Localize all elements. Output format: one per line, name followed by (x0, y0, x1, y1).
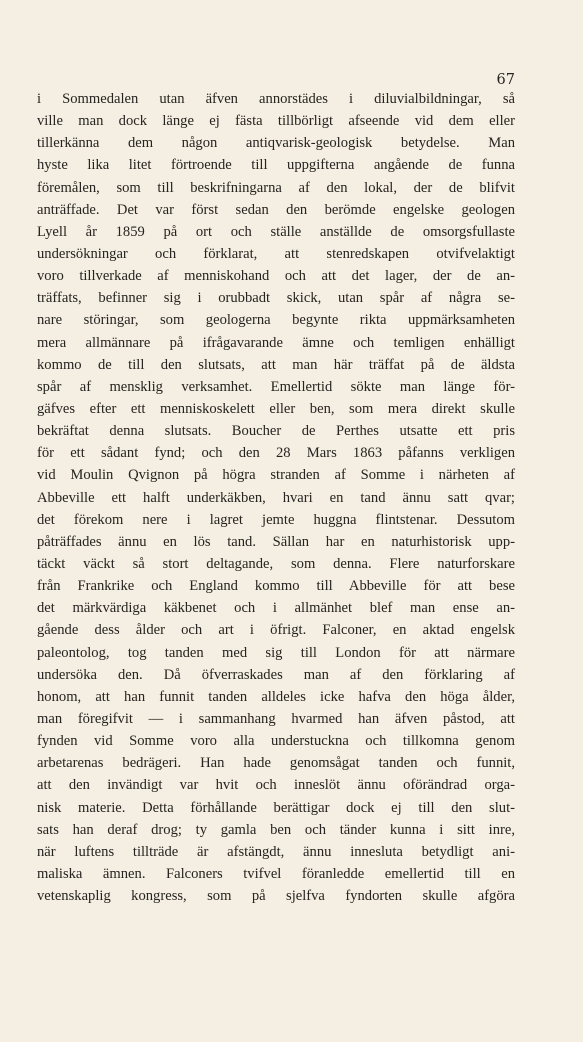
text-line: man föregifvit — i sammanhang hvarmed han äfven påstod, att (37, 710, 515, 727)
text-line: anträffade. Det var först sedan den berömde engelske geologen (37, 201, 515, 218)
text-line: kommo de till den slutsats, att man här träffat på de äldsta (37, 356, 515, 373)
text-line: för ett sådant fynd; och den 28 Mars 1863 påfanns verkligen (37, 445, 515, 462)
text-line: när luftens tillträde är afstängdt, ännu innesluta betydligt ani- (37, 843, 515, 860)
text-line: nisk materie. Detta förhållande berättigar dock ej till den slut- (37, 799, 515, 816)
text-line: spår af mensklig verksamhet. Emellertid sökte man länge för- (37, 378, 515, 395)
text-line: Lyell år 1859 på ort och ställe anställde de omsorgsfullaste (37, 223, 515, 240)
text-line: det förekom nere i lagret jemte huggna flintstenar. Dessutom (37, 511, 515, 528)
text-line: undersöka den. Då öfverraskades man af den förklaring af (37, 666, 515, 683)
text-line: gäfves efter ett menniskoskelett eller ben, som mera direkt skulle (37, 400, 515, 417)
text-line: mera allmännare på ifrågavarande ämne och temligen enhälligt (37, 334, 515, 351)
page-number: 67 (496, 72, 515, 88)
text-line: arbetarenas bedrägeri. Han hade genomsågat tanden och funnit, (37, 755, 515, 772)
text-line: undersökningar och förklarat, att stenredskapen otvifvelaktigt (37, 245, 515, 262)
text-line: voro tillverkade af menniskohand och att det lager, der de an- (37, 268, 515, 285)
text-line: Abbeville ett halft underkäkben, hvari en tand ännu satt qvar; (37, 489, 515, 506)
text-line: från Frankrike och England kommo till Abbeville för att bese (37, 578, 515, 595)
text-line: det märkvärdiga käkbenet och i allmänhet blef man ense an- (37, 600, 515, 617)
text-line: maliska ämnen. Falconers tvifvel föranledde emellertid till en (37, 865, 515, 882)
text-line: ville man dock länge ej fästa tillbörligt afseende vid dem eller (37, 113, 515, 130)
text-line: påträffades ännu en lös tand. Sällan har en naturhistorisk upp- (37, 533, 515, 550)
text-line: i Sommedalen utan äfven annorstädes i diluvialbildningar, så (37, 91, 515, 107)
text-line: fynden vid Somme voro alla understuckna och tillkomna genom (37, 733, 515, 750)
text-line: vid Moulin Qvignon på högra stranden af Somme i närheten af (37, 467, 515, 484)
text-line: föremålen, som till beskrifningarna af den lokal, der de blifvit (37, 179, 515, 196)
text-line: nare störingar, som geologerna begynte rikta uppmärksamheten (37, 312, 515, 329)
text-line: bekräftat denna slutsats. Boucher de Perthes utsatte ett pris (37, 423, 515, 440)
text-line: täckt väckt så stort deltagande, som denna. Flere naturforskare (37, 555, 515, 572)
text-line: vetenskaplig kongress, som på sjelfva fyndorten skulle afgöra (37, 888, 515, 905)
text-line: tillerkänna dem någon antiqvarisk-geologisk betydelse. Man (37, 135, 515, 152)
text-line: träffats, befinner sig i orubbadt skick, utan spår af några se- (37, 290, 515, 307)
text-line: paleontolog, tog tanden med sig till London för att närmare (37, 644, 515, 661)
body-text (37, 88, 515, 907)
text-line: sats han deraf drog; ty gamla ben och tänder kunna i sitt inre, (37, 821, 515, 838)
text-line: honom, att han funnit tanden alldeles icke hafva den höga ålder, (37, 688, 515, 705)
text-line: hyste lika litet förtroende till uppgifterna angående de funna (37, 157, 515, 174)
text-line: gående dess ålder och art i öfrigt. Falconer, en aktad engelsk (37, 622, 515, 639)
text-line: att den invändigt var hvit och inneslöt ännu oförändrad orga- (37, 777, 515, 794)
